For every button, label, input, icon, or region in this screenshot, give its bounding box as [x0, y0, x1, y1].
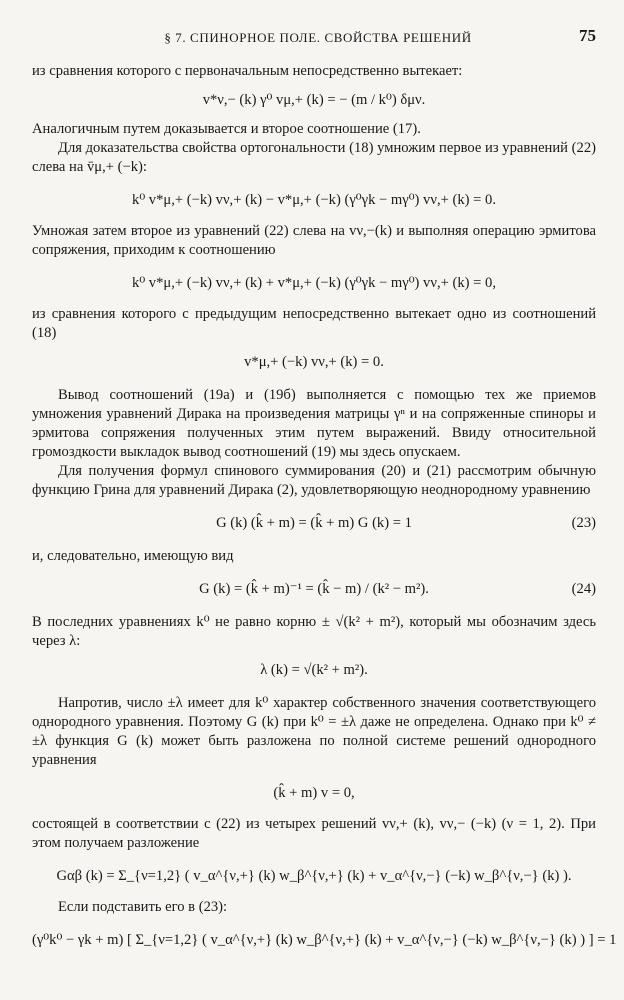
- paragraph-8: и, следовательно, имеющую вид: [32, 548, 234, 564]
- equation-7: λ (k) = √(k² + m²).: [260, 662, 368, 678]
- equation-10: (γ⁰k⁰ − γk + m) [ Σ_{ν=1,2} ( v_α^{ν,+} (k) w_β^{ν,+} (k) + v_α^{ν,−} (−k) w_β^{ν,−} (k) ) ] = 1: [32, 932, 617, 948]
- running-head: § 7. СПИНОРНОЕ ПОЛЕ. СВОЙСТВА РЕШЕНИЙ: [164, 30, 472, 45]
- equation-5: [32, 514, 596, 533]
- page-body: [32, 62, 617, 962]
- equation-2: k⁰ v*μ,+ (−k) vν,+ (k) − v*μ,+ (−k) (γ⁰γk − mγ⁰) vν,+ (k) = 0.: [132, 192, 496, 208]
- paragraph-1: из сравнения которого с первоначальным непосредственно вытекает:: [32, 63, 463, 79]
- equation-8: (k̂ + m) v = 0,: [273, 785, 355, 801]
- equation-9: Gαβ (k) = Σ_{ν=1,2} ( v_α^{ν,+} (k) w_β^{ν,+} (k) + v_α^{ν,−} (−k) w_β^{ν,−} (k) ).: [56, 868, 572, 884]
- page-header: [40, 26, 596, 52]
- paragraph-10: Напротив, число ±λ имеет для k⁰ характер собственного значения соответствующего однородного уравнения. Поэтому G (k) при k⁰ = ±λ даже не определена. Однако при k⁰ ≠ ±λ функция G (k) может быть разложена по полной системе решений однородного уравнения: [32, 695, 596, 768]
- paragraph-9: В последних уравнениях k⁰ не равно корню ± √(k² + m²), который мы обозначим здесь через λ:: [32, 614, 596, 649]
- equation-6-number: (24): [571, 581, 596, 597]
- paragraph-5: из сравнения которого с предыдущим непосредственно вытекает одно из соотношений (18): [32, 306, 596, 341]
- paragraph-12: Если подставить его в (23):: [58, 899, 228, 915]
- equation-1: v*ν,− (k) γ⁰ vμ,+ (k) = − (m / k⁰) δμν.: [202, 92, 426, 108]
- equation-3: k⁰ v*μ,+ (−k) vν,+ (k) + v*μ,+ (−k) (γ⁰γk − mγ⁰) vν,+ (k) = 0,: [132, 275, 496, 291]
- equation-6-body: G (k) = (k̂ + m)⁻¹ = (k̂ − m) / (k² − m²).: [199, 581, 429, 597]
- paragraph-3: Для доказательства свойства ортогональности (18) умножим первое из уравнений (22) слева на v̄μ,+ (−k):: [32, 140, 596, 175]
- equation-6: [32, 580, 596, 599]
- equation-4: v*μ,+ (−k) vν,+ (k) = 0.: [244, 354, 384, 370]
- equation-5-number: (23): [571, 515, 596, 531]
- paragraph-7: Для получения формул спинового суммирования (20) и (21) рассмотрим обычную функцию Грина для уравнений Дирака (2), удовлетворяющую неоднородному уравнению: [32, 463, 596, 498]
- paragraph-4: Умножая затем второе из уравнений (22) слева на vν,−(k) и выполняя операцию эрмитова сопряжения, приходим к соотношению: [32, 223, 596, 258]
- paragraph-11: состоящей в соответствии с (22) из четырех решений vν,+ (k), vν,− (−k) (ν = 1, 2). При этом получаем разложение: [32, 816, 596, 851]
- page-number: 75: [579, 26, 596, 45]
- paragraph-6: Вывод соотношений (19а) и (19б) выполняется с помощью тех же приемов умножения уравнений Дирака на произведения матрицы γⁿ и на сопряженные спиноры и эрмитова сопряжения полученных этим путем выражений. Ввиду относительной громоздкости выкладок вывод соотношений (19) мы здесь опускаем.: [32, 387, 596, 460]
- paragraph-2: Аналогичным путем доказывается и второе соотношение (17).: [32, 121, 421, 137]
- equation-5-body: G (k) (k̂ + m) = (k̂ + m) G (k) = 1: [216, 515, 412, 531]
